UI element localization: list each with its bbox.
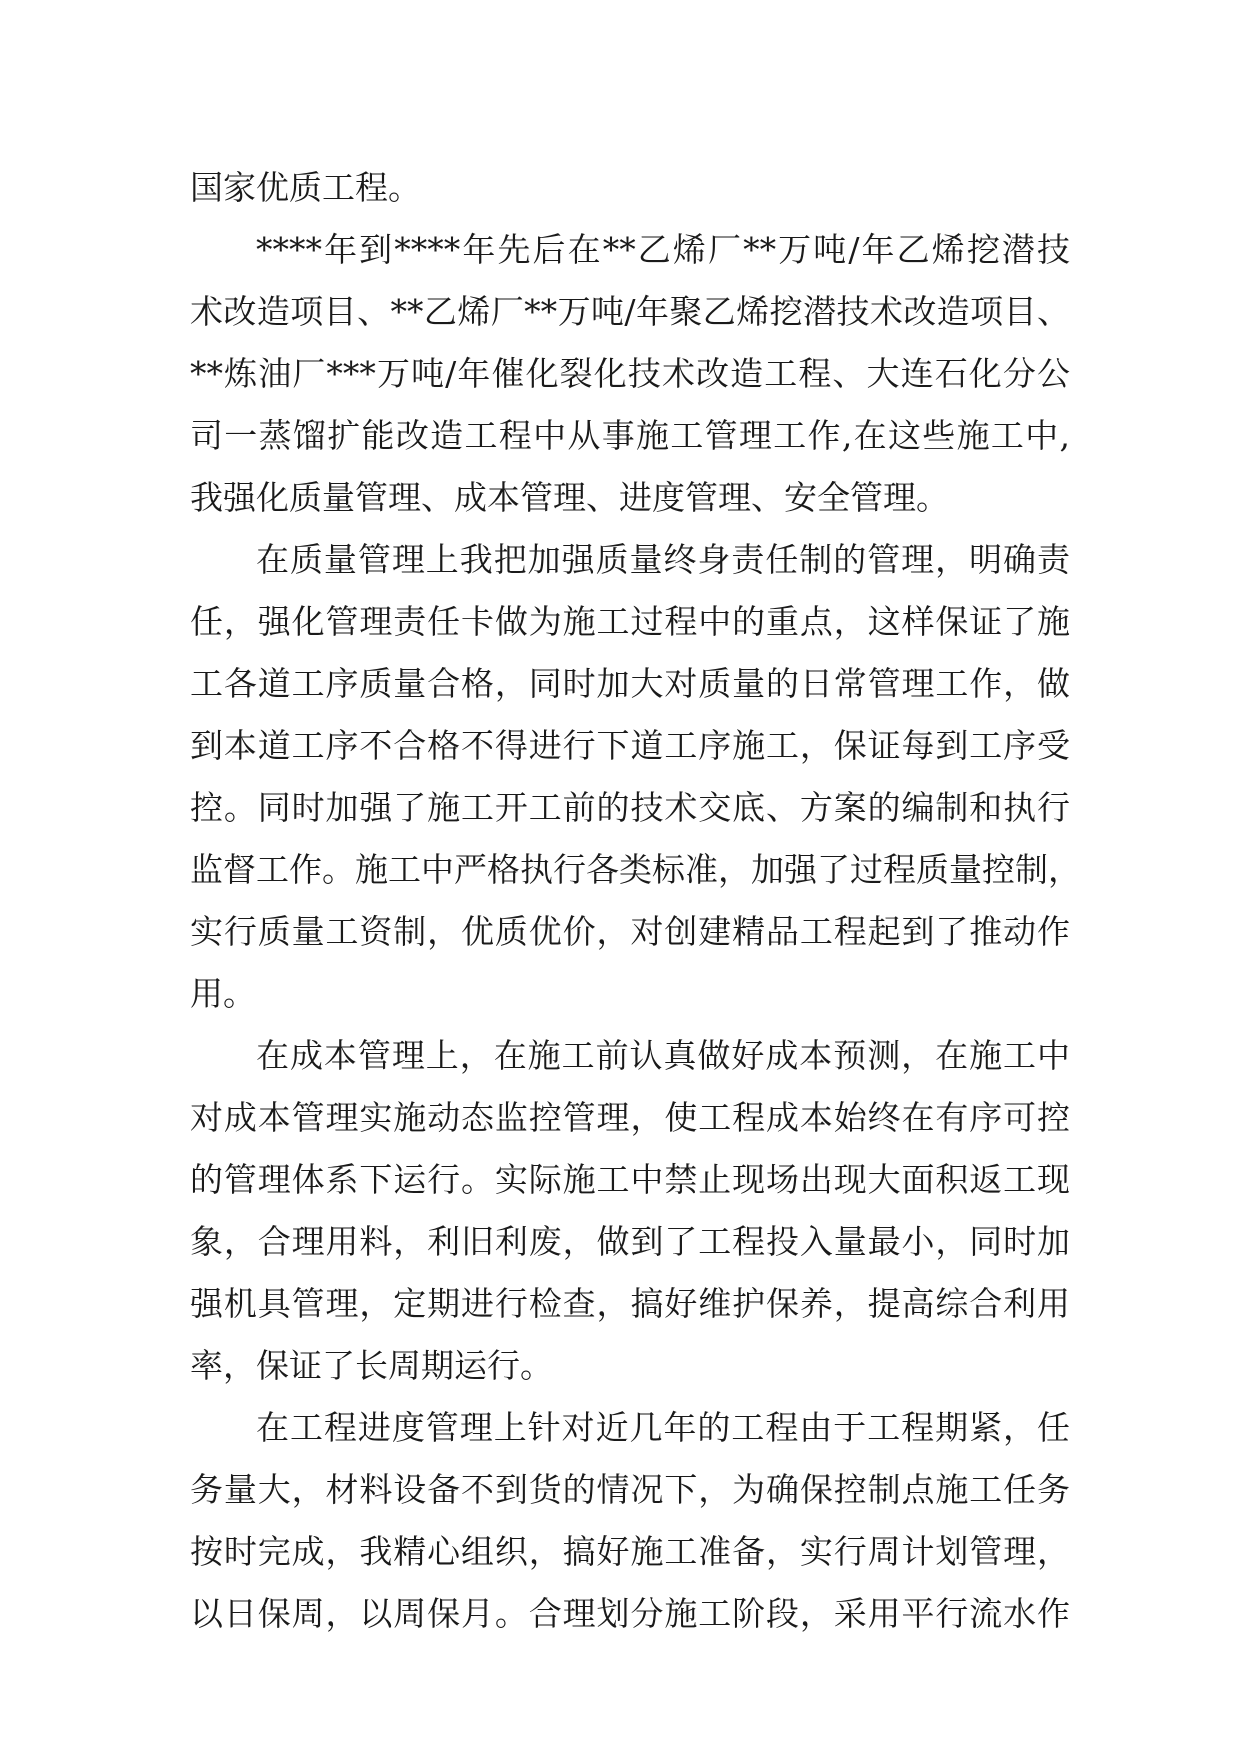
- paragraph-line: 司一蒸馏扩能改造工程中从事施工管理工作,在这些施工中,: [190, 416, 1070, 455]
- paragraph-line: 控。同时加强了施工开工前的技术交底、方案的编制和执行: [190, 788, 1070, 827]
- paragraph-line: 任，强化管理责任卡做为施工过程中的重点，这样保证了施: [190, 602, 1070, 641]
- paragraph-line: 务量大，材料设备不到货的情况下，为确保控制点施工任务: [190, 1470, 1070, 1509]
- paragraph-line: 象，合理用料，利旧利废，做到了工程投入量最小，同时加: [190, 1222, 1070, 1261]
- paragraph-line: 在成本管理上，在施工前认真做好成本预测，在施工中: [256, 1036, 1070, 1075]
- body-text: [190, 157, 1081, 1645]
- paragraph-line: 的管理体系下运行。实际施工中禁止现场出现大面积返工现: [190, 1160, 1070, 1199]
- paragraph-line: 对成本管理实施动态监控管理，使工程成本始终在有序可控: [190, 1098, 1070, 1137]
- paragraph-line: 以日保周，以周保月。合理划分施工阶段，采用平行流水作: [190, 1594, 1070, 1633]
- paragraph-line: 工各道工序质量合格，同时加大对质量的日常管理工作，做: [190, 664, 1070, 703]
- paragraph-line: 在工程进度管理上针对近几年的工程由于工程期紧，任: [256, 1408, 1070, 1447]
- paragraph-line: 监督工作。施工中严格执行各类标准，加强了过程质量控制，: [190, 850, 1081, 889]
- paragraph-line: ****年到****年先后在**乙烯厂**万吨/年乙烯挖潜技: [256, 230, 1070, 269]
- paragraph-line: 我强化质量管理、成本管理、进度管理、安全管理。: [190, 478, 949, 517]
- paragraph-line: 强机具管理，定期进行检查，搞好维护保养，提高综合利用: [190, 1284, 1070, 1323]
- paragraph-line: 率，保证了长周期运行。: [190, 1346, 553, 1385]
- paragraph-line: 按时完成，我精心组织，搞好施工准备，实行周计划管理，: [190, 1532, 1070, 1571]
- paragraph-line: 实行质量工资制，优质优价，对创建精品工程起到了推动作: [190, 912, 1070, 951]
- paragraph-line: 在质量管理上我把加强质量终身责任制的管理，明确责: [256, 540, 1070, 579]
- paragraph-line: 到本道工序不合格不得进行下道工序施工，保证每到工序受: [190, 726, 1070, 765]
- paragraph-line: 用。: [190, 974, 256, 1013]
- paragraph-line: 术改造项目、**乙烯厂**万吨/年聚乙烯挖潜技术改造项目、: [190, 292, 1070, 331]
- paragraph-line: **炼油厂***万吨/年催化裂化技术改造工程、大连石化分公: [190, 354, 1070, 393]
- paragraph-line: 国家优质工程。: [190, 168, 421, 207]
